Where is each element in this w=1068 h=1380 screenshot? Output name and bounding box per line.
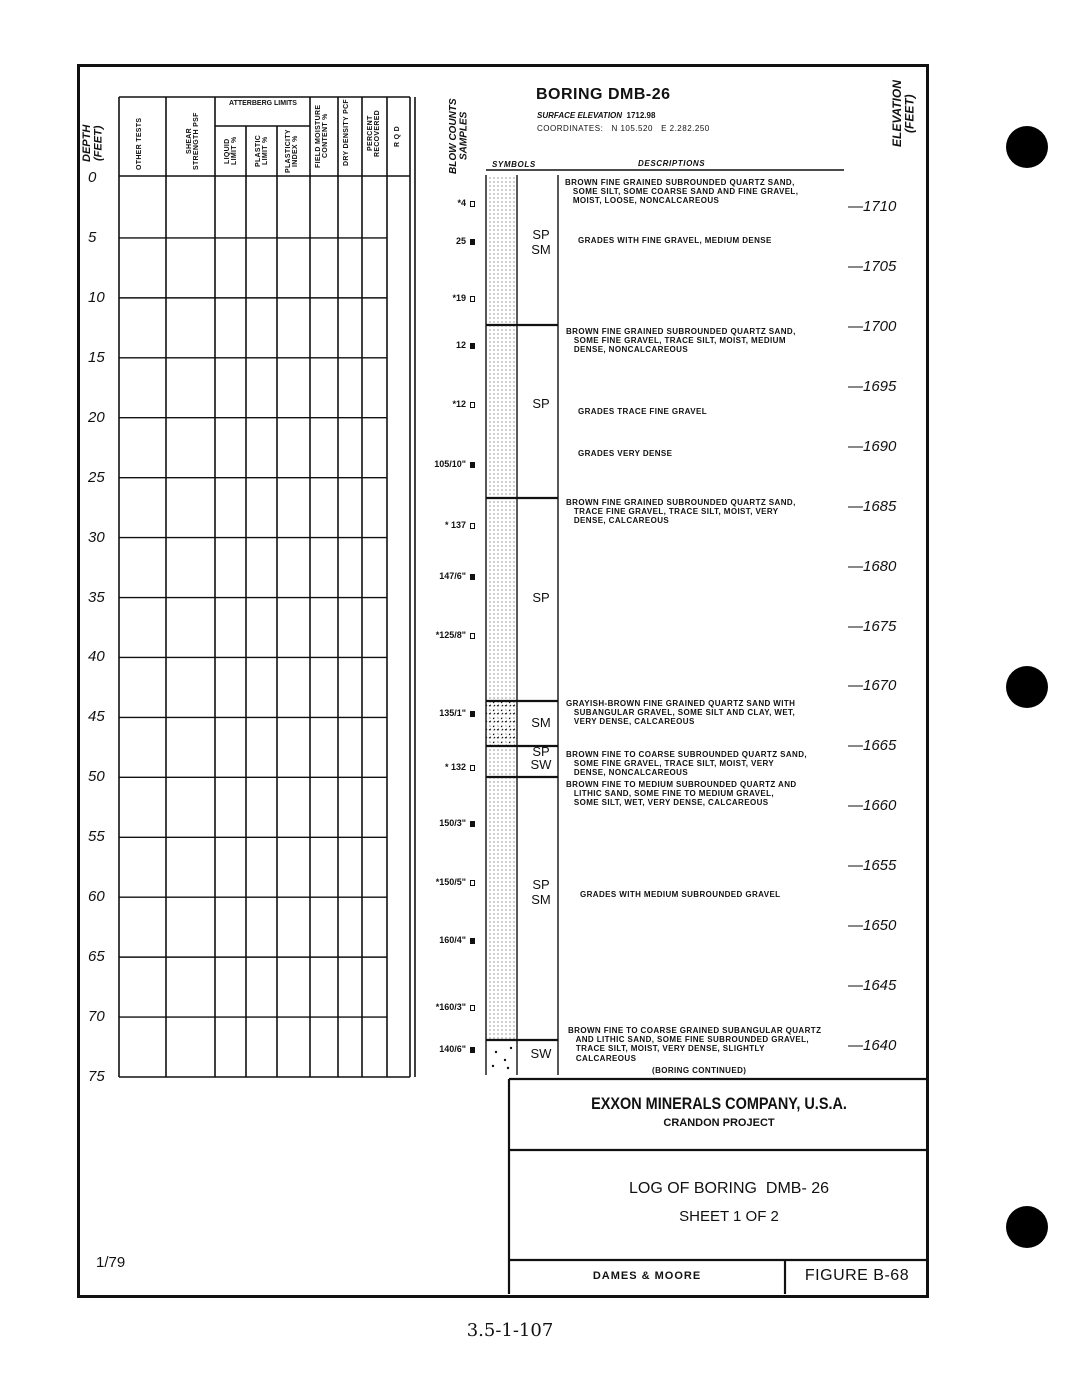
soil-description: GRAYISH-BROWN FINE GRAINED QUARTZ SAND WITH SUBANGULAR GRAVEL, SOME SILT AND CLAY, WET, VERY DENSE, CALCAREOUS — [566, 699, 796, 727]
depth-tick: 50 — [88, 768, 105, 786]
blow-count-value: 140/6" — [439, 1044, 466, 1054]
elevation-tick: —1710 — [848, 198, 897, 215]
depth-tick: 65 — [88, 948, 105, 966]
blow-count-value: *150/5" — [435, 877, 466, 887]
elevation-tick: —1645 — [848, 977, 897, 995]
col-dry-density: DRY DENSITY PCF — [343, 99, 350, 166]
blow-count-value: *19 — [452, 293, 466, 303]
elevation-tick: —1680 — [848, 557, 897, 575]
col-field-moisture: FIELD MOISTURE CONTENT % — [315, 104, 329, 168]
col-atterberg-limits: ATTERBERG LIMITS — [229, 100, 297, 107]
depth-tick: 5 — [88, 228, 97, 246]
sheet-number: SHEET 1 OF 2 — [679, 1208, 779, 1225]
firm-name: DAMES & MOORE — [592, 1270, 702, 1282]
surface-elevation-value: 1712.98 — [626, 111, 656, 120]
soil-description: GRADES WITH FINE GRAVEL, MEDIUM DENSE — [578, 236, 772, 245]
soil-symbol: SP — [532, 396, 550, 411]
blow-count-value: 147/6" — [439, 571, 466, 581]
depth-tick: 75 — [88, 1068, 105, 1085]
company-name: EXXON MINERALS COMPANY, U.S.A. — [591, 1094, 847, 1113]
soil-symbol: SP — [532, 590, 550, 605]
figure-number: FIGURE B-68 — [804, 1267, 910, 1284]
elevation-tick: —1650 — [848, 917, 897, 935]
col-plastic-limit: PLASTIC LIMIT % — [255, 134, 269, 168]
depth-label-line2: (FEET) — [92, 125, 105, 161]
blow-count-value: 105/10" — [434, 459, 466, 469]
depth-label-line1: DEPTH — [81, 124, 93, 162]
elevation-tick: —1690 — [848, 437, 897, 455]
depth-tick: 15 — [88, 348, 105, 366]
blow-label-line1: BLOW COUNTS — [448, 98, 459, 174]
soil-description: BROWN FINE TO COARSE GRAINED SUBANGULAR QUARTZ AND LITHIC SAND, SOME FINE SUBROUNDED GRAVEL, TRACE SILT, MOIST, VERY DENSE, SLIGHTLY CALCAREOUS — [568, 1026, 822, 1063]
elevation-tick: —1695 — [848, 377, 897, 395]
soil-symbol: SW — [530, 1046, 552, 1061]
col-rqd: R Q D — [394, 126, 401, 148]
soil-description: GRADES TRACE FINE GRAVEL — [578, 407, 708, 416]
soil-description: (BORING CONTINUED) — [652, 1066, 747, 1075]
blow-count-value: 150/3" — [439, 818, 466, 828]
elevation-label-line2: (FEET) — [902, 94, 917, 134]
elevation-tick: —1685 — [848, 497, 897, 515]
elevation-tick: —1665 — [848, 737, 897, 755]
coordinates-label: COORDINATES: — [537, 124, 604, 133]
blow-count-value: 160/4" — [439, 935, 466, 945]
coordinates-n: N 105.520 — [611, 124, 653, 133]
depth-tick: 70 — [88, 1008, 105, 1026]
blow-count-value: 135/1" — [439, 708, 466, 718]
blow-label-line2: SAMPLES — [458, 111, 470, 161]
soil-description: BROWN FINE GRAINED SUBROUNDED QUARTZ SAND, SOME FINE GRAVEL, TRACE SILT, MOIST, MEDIUM DENSE, NONCALCAREOUS — [566, 327, 796, 355]
soil-symbol: SP SM — [531, 877, 551, 907]
col-plasticity-index: PLASTICITY INDEX % — [285, 129, 299, 173]
soil-symbol: SM — [531, 715, 551, 730]
depth-tick: 60 — [88, 888, 105, 906]
log-title: LOG OF BORING DMB- 26 — [628, 1180, 830, 1197]
depth-tick: 30 — [88, 528, 105, 546]
soil-description: BROWN FINE TO MEDIUM SUBROUNDED QUARTZ AND LITHIC SAND, SOME FINE TO MEDIUM GRAVEL, SOME SILT, WET, VERY DENSE, CALCAREOUS — [566, 780, 797, 808]
depth-tick: 10 — [88, 288, 105, 306]
depth-tick: 45 — [88, 708, 105, 726]
soil-description: GRADES VERY DENSE — [578, 449, 673, 458]
blow-count-value: * 137 — [444, 520, 466, 530]
depth-tick: 25 — [88, 468, 105, 486]
col-shear-strength: SHEAR STRENGTH PSF — [186, 112, 200, 170]
elevation-tick: —1675 — [848, 617, 897, 635]
soil-description: BROWN FINE TO COARSE SUBROUNDED QUARTZ SAND, SOME FINE GRAVEL, TRACE SILT, MOIST, VERY DENSE, NONCALCAREOUS — [566, 750, 808, 778]
soil-description: BROWN FINE GRAINED SUBROUNDED QUARTZ SAND, SOME SILT, SOME COARSE SAND AND FINE GRAVEL, MOIST, LOOSE, NONCALCAREOUS — [565, 178, 799, 206]
surface-elevation-label: SURFACE ELEVATION — [537, 111, 623, 120]
symbols-header: SYMBOLS — [492, 160, 536, 169]
depth-tick: 0 — [88, 169, 97, 186]
blow-count-value: *12 — [452, 399, 466, 409]
soil-description: BROWN FINE GRAINED SUBROUNDED QUARTZ SAND, TRACE FINE GRAVEL, TRACE SILT, MOIST, VERY DENSE, CALCAREOUS — [566, 498, 796, 526]
elevation-tick: —1705 — [848, 257, 897, 275]
date: 1/79 — [96, 1254, 126, 1271]
depth-tick: 55 — [88, 828, 105, 846]
elevation-tick: —1660 — [848, 797, 897, 815]
blow-count-value: 25 — [455, 236, 466, 246]
elevation-tick: —1700 — [848, 317, 897, 335]
page-number: 3.5-1-107 — [466, 1320, 554, 1341]
depth-tick: 40 — [88, 648, 105, 666]
elevation-tick: —1670 — [848, 677, 897, 695]
coordinates-e: E 2.282.250 — [661, 124, 710, 133]
blow-count-value: * 132 — [444, 762, 466, 772]
col-percent-recovered: PERCENT RECOVERED — [367, 109, 381, 157]
depth-tick: 35 — [88, 588, 105, 606]
elevation-label-line1: ELEVATION — [890, 80, 904, 148]
blow-count-value: *125/8" — [435, 630, 466, 640]
col-liquid-limit: LIQUID LIMIT % — [224, 136, 238, 166]
soil-description: GRADES WITH MEDIUM SUBROUNDED GRAVEL — [580, 890, 781, 899]
soil-symbol: SP SW — [530, 744, 552, 772]
descriptions-header: DESCRIPTIONS — [638, 159, 706, 168]
depth-tick: 20 — [88, 408, 105, 426]
blow-count-value: *160/3" — [435, 1002, 466, 1012]
col-other-tests: OTHER TESTS — [136, 117, 143, 170]
blow-count-value: *4 — [457, 198, 466, 208]
elevation-tick: —1640 — [848, 1037, 897, 1055]
project-name: CRANDON PROJECT — [663, 1117, 775, 1129]
blow-count-value: 12 — [455, 340, 466, 350]
elevation-tick: —1655 — [848, 857, 897, 875]
boring-title: BORING DMB-26 — [536, 86, 671, 103]
soil-symbol: SP SM — [531, 227, 551, 257]
